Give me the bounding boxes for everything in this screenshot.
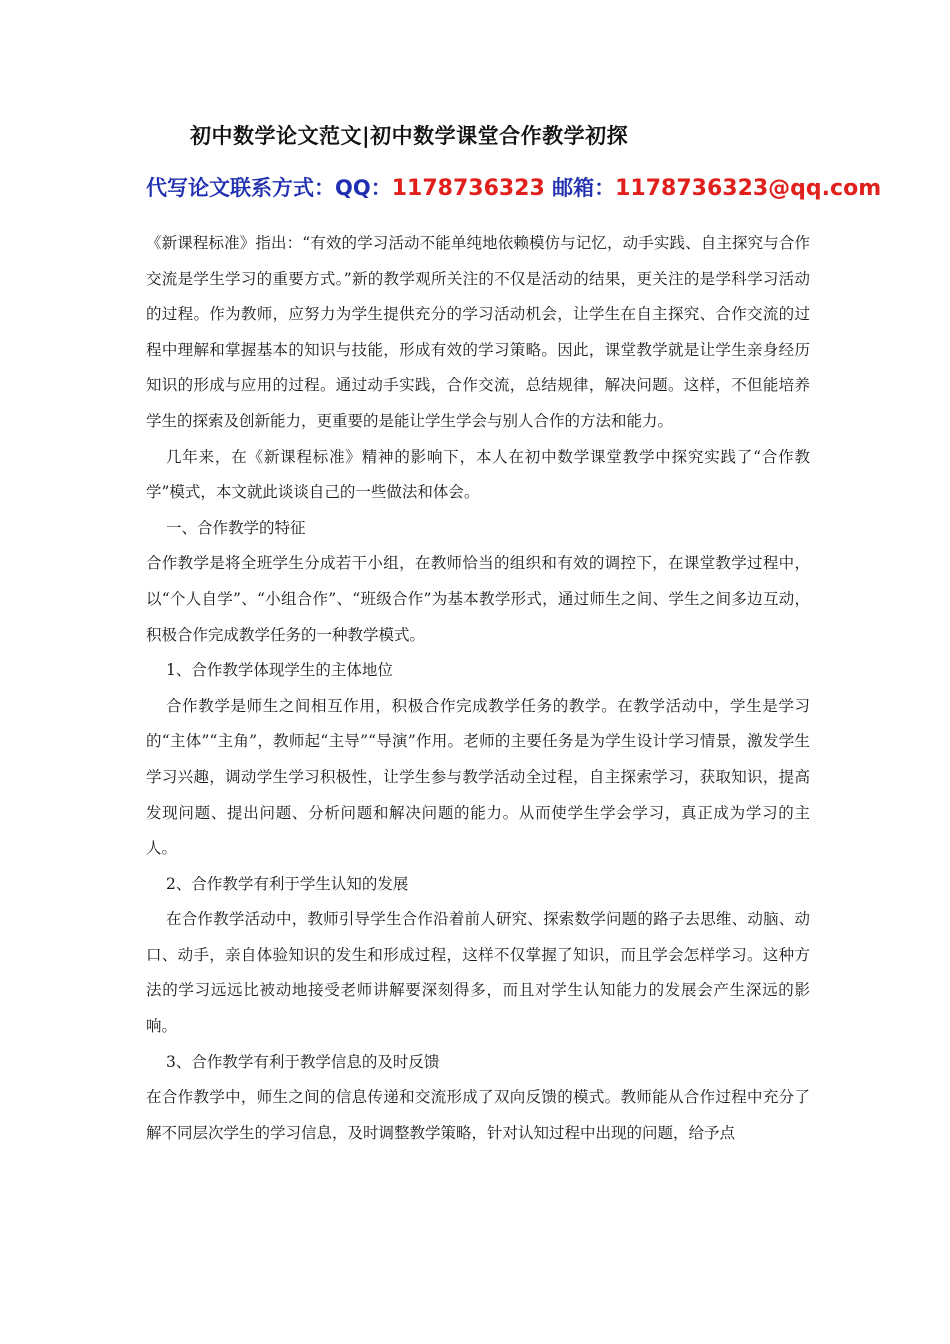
paragraph-feedback: 在合作教学中，师生之间的信息传递和交流形成了双向反馈的模式。教师能从合作过程中充分了解不同层次学生的学习信息，及时调整教学策略，针对认知过程中出现的问题，给予点 <box>146 1088 810 1142</box>
subheading-3: 3、合作教学有利于教学信息的及时反馈 <box>166 1052 440 1071</box>
document-title: 初中数学论文范文|初中数学课堂合作教学初探 <box>190 124 629 148</box>
qq-label: QQ： <box>335 176 392 200</box>
contact-banner <box>146 172 882 206</box>
section-heading-1: 一、合作教学的特征 <box>166 518 306 537</box>
subheading-1: 1、合作教学体现学生的主体地位 <box>166 661 393 680</box>
qq-number: 1178736323 <box>391 176 545 201</box>
email-label: 邮箱： <box>544 176 616 200</box>
paragraph-cognition: 在合作教学活动中，教师引导学生合作沿着前人研究、探索数学问题的路子去思维、动脑、动口、动手，亲自体验知识的发生和形成过程，这样不仅掌握了知识，而且学会怎样学习。这种方法的学习远远比被动地接受老师讲解要深刻得多，而且对学生认知能力的发展会产生深远的影响。 <box>146 910 810 1036</box>
paragraph-subject-status: 合作教学是师生之间相互作用，积极合作完成教学任务的教学。在教学活动中，学生是学习的“主体”“主角”，教师起“主导”“导演”作用。老师的主要任务是为学生设计学习情景，激发学生学习兴趣，调动学生学习积极性，让学生参与教学活动全过程，自主探索学习，获取知识，提高发现问题、提出问题、分析问题和解决问题的能力。从而使学生学会学习，真正成为学习的主人。 <box>146 696 810 858</box>
contact-label: 代写论文联系方式： <box>146 176 335 200</box>
paragraph-background: 几年来，在《新课程标准》精神的影响下，本人在初中数学课堂教学中探究实践了“合作教学”模式，本文就此谈谈自己的一些做法和体会。 <box>146 447 810 502</box>
paragraph-intro: 《新课程标准》指出：“有效的学习活动不能单纯地依赖模仿与记忆，动手实践、自主探究与合作交流是学生学习的重要方式。”新的教学观所关注的不仅是活动的结果，更关注的是学科学习活动的过程。作为教师，应努力为学生提供充分的学习活动机会，让学生在自主探究、合作交流的过程中理解和掌握基本的知识与技能，形成有效的学习策略。因此，课堂教学就是让学生亲身经历知识的形成与应用的过程。通过动手实践，合作交流，总结规律，解决问题。这样，不但能培养学生的探索及创新能力，更重要的是能让学生学会与别人合作的方法和能力。 <box>146 234 810 430</box>
paragraph-definition: 合作教学是将全班学生分成若干小组，在教师恰当的组织和有效的调控下，在课堂教学过程中，以“个人自学”、“小组合作”、“班级合作”为基本教学形式，通过师生之间、学生之间多边互动，积极合作完成教学任务的一种教学模式。 <box>146 554 810 644</box>
subheading-2: 2、合作教学有利于学生认知的发展 <box>166 874 409 893</box>
email-address: 1178736323@qq.com <box>615 176 882 201</box>
document-body <box>146 226 810 1151</box>
